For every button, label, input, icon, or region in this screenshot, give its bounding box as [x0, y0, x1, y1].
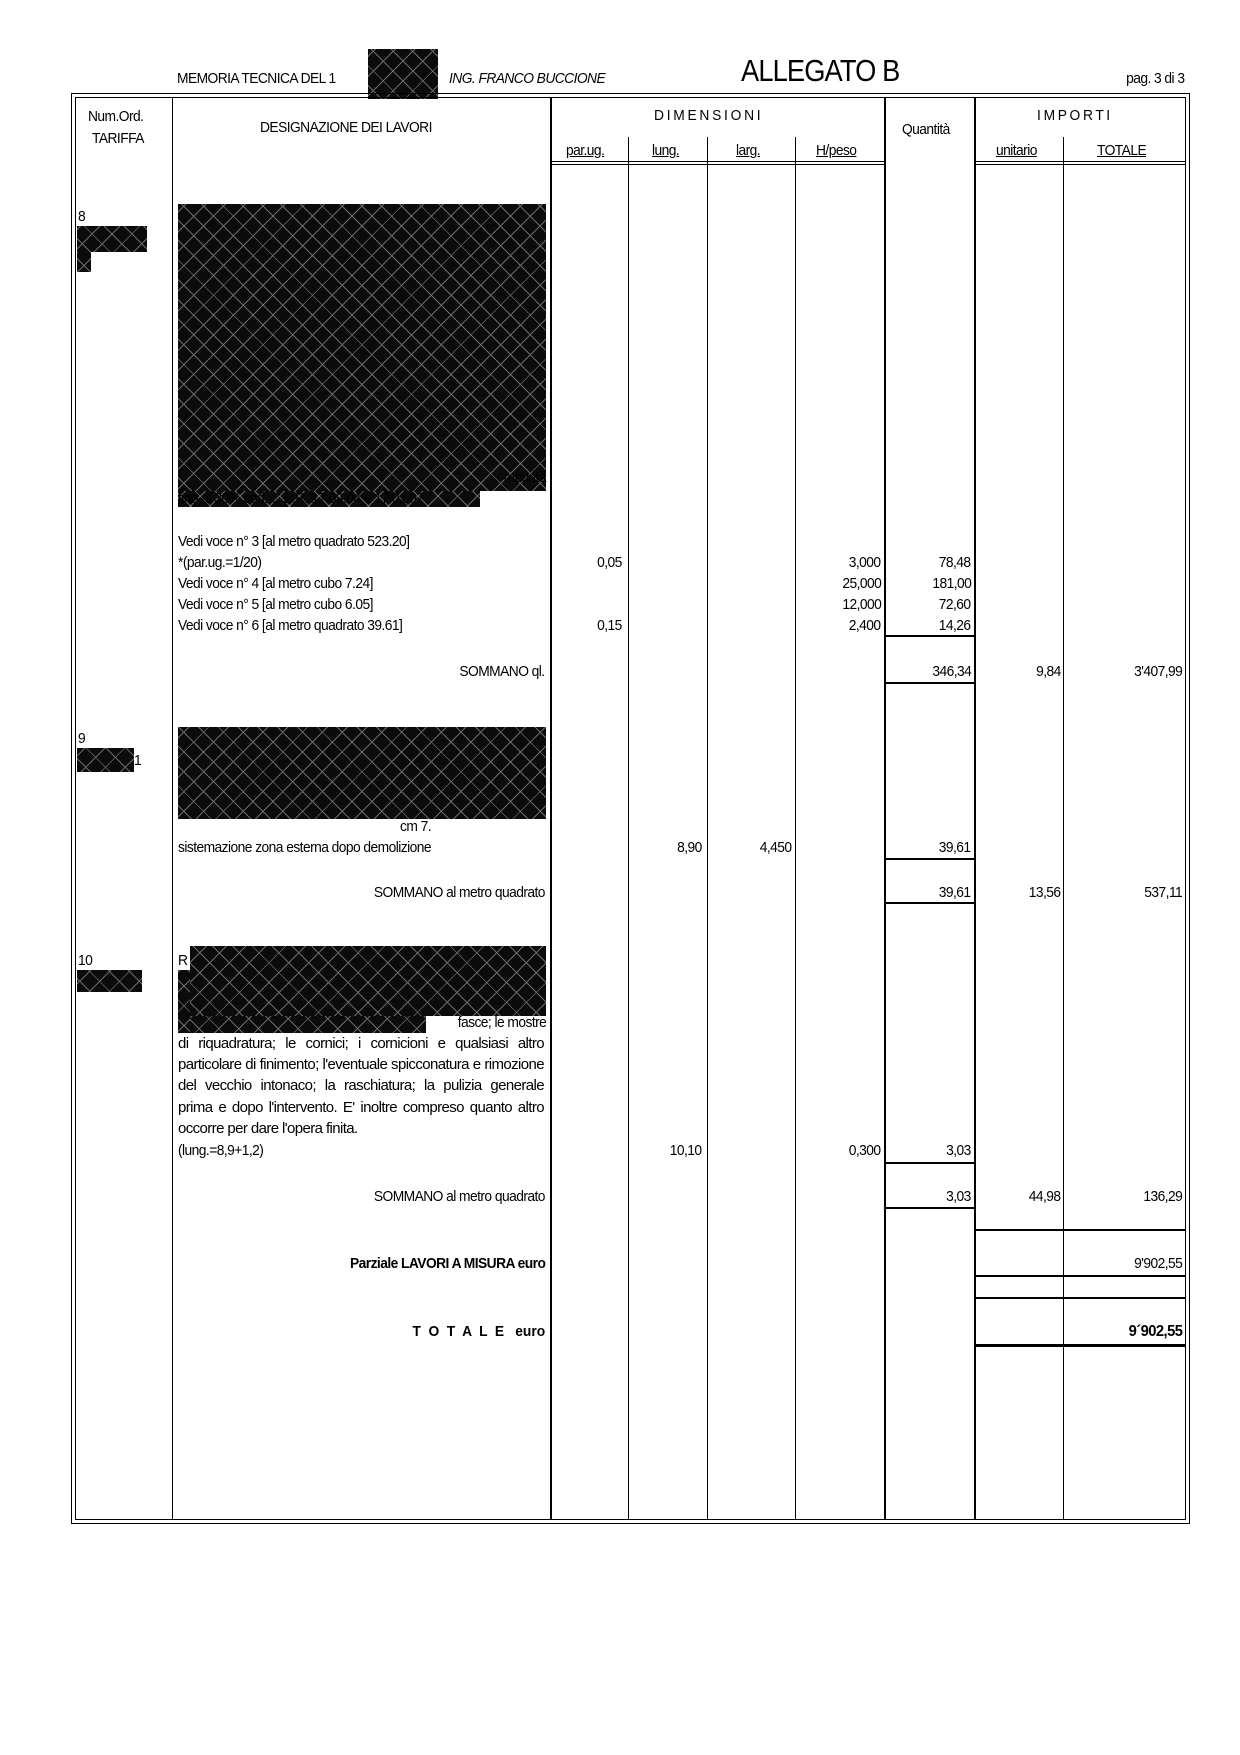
desc-text: di riquadratura; le cornici; i cornicioni e qualsiasi altro particolare di finimento; l'eventuale spicconatura e rimozione del vecchio intonaco; la raschiatura; la pulizia generale prima e dopo l'intervento. E' inoltre compreso quanto altro occorre per dare l'opera finita.	[178, 1035, 544, 1137]
document-title: ALLEGATO B	[741, 53, 900, 88]
partial-label: Parziale LAVORI A MISURA euro	[349, 1255, 545, 1272]
desc-tail: cm 7.	[400, 818, 431, 835]
sum-qty: 3,03	[946, 1188, 971, 1205]
col-tariffa: TARIFFA	[92, 130, 144, 147]
col-h-peso: H/peso	[816, 142, 857, 159]
measure-row-text: Vedi voce n° 6 [al metro quadrato 39.61]	[178, 617, 403, 634]
sum-qty: 346,34	[932, 663, 971, 680]
sum-qty: 39,61	[939, 884, 971, 901]
redacted-description	[190, 946, 546, 1016]
measure-h: 3,000	[849, 554, 881, 571]
measure-qty: 3,03	[946, 1142, 971, 1159]
unit-price: 13,56	[1029, 884, 1061, 901]
measure-qty: 72,60	[939, 596, 971, 613]
memo-title: MEMORIA TECNICA DEL 1	[177, 70, 336, 87]
measure-qty: 14,26	[939, 617, 971, 634]
desc-line: fino al 30% cod. C.E.R. 17.09.04 e 17.01.07	[178, 490, 424, 507]
measure-row-text: sistemazione zona esterna dopo demolizione	[178, 839, 431, 856]
desc-tail: mpurità	[503, 469, 546, 486]
col-quantita: Quantità	[902, 121, 950, 138]
col-par-ug: par.ug.	[566, 142, 605, 159]
grand-total-currency: euro	[515, 1323, 545, 1340]
col-lung: lung.	[652, 142, 680, 159]
measure-par: 0,05	[597, 554, 622, 571]
measure-lung: 8,90	[677, 839, 702, 856]
col-num-ord: Num.Ord.	[88, 108, 144, 125]
grand-total-value: 9´902,55	[1128, 1323, 1182, 1340]
redacted-description	[178, 727, 546, 819]
measure-qty: 78,48	[939, 554, 971, 571]
code-tail: 1	[134, 752, 142, 769]
measure-h: 25,000	[842, 575, 881, 592]
col-importi: I M P O R T I	[1037, 107, 1110, 124]
measure-row-text: Vedi voce n° 3 [al metro quadrato 523.20]	[178, 533, 410, 550]
col-larg: larg.	[736, 142, 761, 159]
redacted-description	[178, 970, 190, 1033]
col-totale: TOTALE	[1097, 142, 1147, 159]
col-dimensioni: D I M E N S I O N I	[654, 107, 761, 124]
grand-total-label-text: T O T A L E	[412, 1323, 506, 1340]
col-unitario: unitario	[996, 142, 1037, 159]
measure-lung: 10,10	[670, 1142, 702, 1159]
item-number: 10	[78, 952, 93, 969]
unit-price: 44,98	[1029, 1188, 1061, 1205]
redacted-block	[368, 49, 438, 99]
grand-total-label	[412, 1323, 545, 1340]
measure-larg: 4,450	[760, 839, 792, 856]
measure-h: 0,300	[849, 1142, 881, 1159]
sum-label: SOMMANO al metro quadrato	[373, 1188, 545, 1205]
measure-h: 2,400	[849, 617, 881, 634]
desc-mark: R	[178, 952, 188, 969]
engineer-name: ING. FRANCO BUCCIONE	[449, 70, 606, 87]
redacted-description	[178, 204, 546, 491]
item-total: 136,29	[1143, 1188, 1182, 1205]
measure-par: 0,15	[597, 617, 622, 634]
item-number: 8	[78, 208, 86, 225]
redacted-code	[77, 970, 142, 992]
redacted-code	[77, 252, 91, 272]
item-total: 3'407,99	[1133, 663, 1182, 680]
measure-row-text: *(par.ug.=1/20)	[178, 554, 262, 571]
redacted-code	[77, 226, 147, 252]
page-number: pag. 3 di 3	[1125, 70, 1184, 87]
sum-label: SOMMANO al metro quadrato	[373, 884, 545, 901]
item-number: 9	[78, 730, 86, 747]
measure-h: 12,000	[842, 596, 881, 613]
unit-price: 9,84	[1036, 663, 1061, 680]
redacted-description	[190, 1016, 426, 1033]
measure-row-text: Vedi voce n° 4 [al metro cubo 7.24]	[178, 575, 373, 592]
measure-row-text: (lung.=8,9+1,2)	[178, 1142, 264, 1159]
item-total: 537,11	[1144, 884, 1182, 901]
sum-label: SOMMANO ql.	[459, 663, 545, 680]
measure-qty: 39,61	[939, 839, 971, 856]
partial-value: 9'902,55	[1133, 1255, 1182, 1272]
measure-qty: 181,00	[932, 575, 971, 592]
desc-tail: fasce; le mostre	[457, 1014, 546, 1031]
redacted-code	[77, 748, 134, 772]
measure-row-text: Vedi voce n° 5 [al metro cubo 6.05]	[178, 596, 373, 613]
col-designazione: DESIGNAZIONE DEI LAVORI	[260, 119, 432, 136]
